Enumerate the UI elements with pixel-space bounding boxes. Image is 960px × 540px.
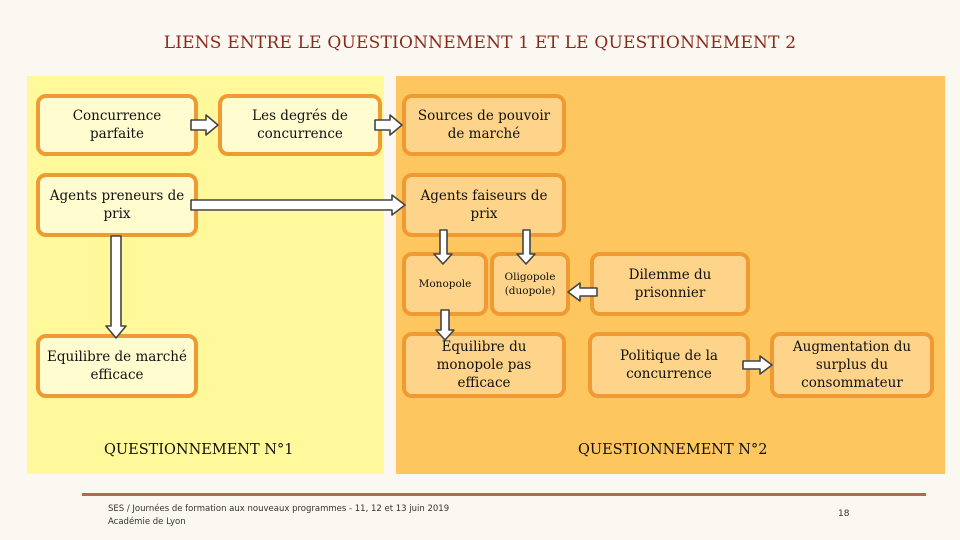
box-equilibre-efficace: Equilibre de marché efficace <box>36 334 198 398</box>
arrow-left-dilemme <box>568 283 597 301</box>
footer-text <box>108 503 449 529</box>
page-number: 18 <box>838 509 850 519</box>
box-agents-faiseurs: Agents faiseurs de prix <box>402 173 566 237</box>
box-equilibre-monopole: Equilibre du monopole pas efficace <box>402 332 566 398</box>
arrow-right-1 <box>191 115 218 135</box>
box-politique-concurrence: Politique de la concurrence <box>588 332 750 398</box>
box-augmentation-surplus: Augmentation du surplus du consommateur <box>770 332 934 398</box>
arrow-right-long <box>191 195 405 215</box>
arrow-down-equilibre <box>436 310 454 340</box>
page-title: LIENS ENTRE LE QUESTIONNEMENT 1 ET LE QUESTIONNEMENT 2 <box>163 33 797 53</box>
box-agents-preneurs: Agents preneurs de prix <box>36 173 198 237</box>
arrow-down-left <box>106 236 126 338</box>
box-sources-pouvoir: Sources de pouvoir de marché <box>402 94 566 156</box>
box-degres-concurrence: Les degrés de concurrence <box>218 94 382 156</box>
footer-line-1: SES / Journées de formation aux nouveaux programmes - 11, 12 et 13 juin 2019 <box>108 504 450 514</box>
footer-divider <box>82 493 926 496</box>
questionnement-1-label: QUESTIONNEMENT N°1 <box>104 442 294 458</box>
footer-line-2: Académie de Lyon <box>108 516 186 527</box>
box-oligopole: Oligopole (duopole) <box>490 252 570 316</box>
arrow-down-monopole <box>434 230 452 264</box>
questionnement-2-label: QUESTIONNEMENT N°2 <box>578 442 768 458</box>
arrow-right-2 <box>375 115 402 135</box>
box-dilemme: Dilemme du prisonnier <box>590 252 750 316</box>
box-monopole: Monopole <box>402 252 488 316</box>
arrow-right-surplus <box>743 356 772 374</box>
box-concurrence-parfaite: Concurrence parfaite <box>36 94 198 156</box>
arrow-down-oligopole <box>517 230 535 264</box>
